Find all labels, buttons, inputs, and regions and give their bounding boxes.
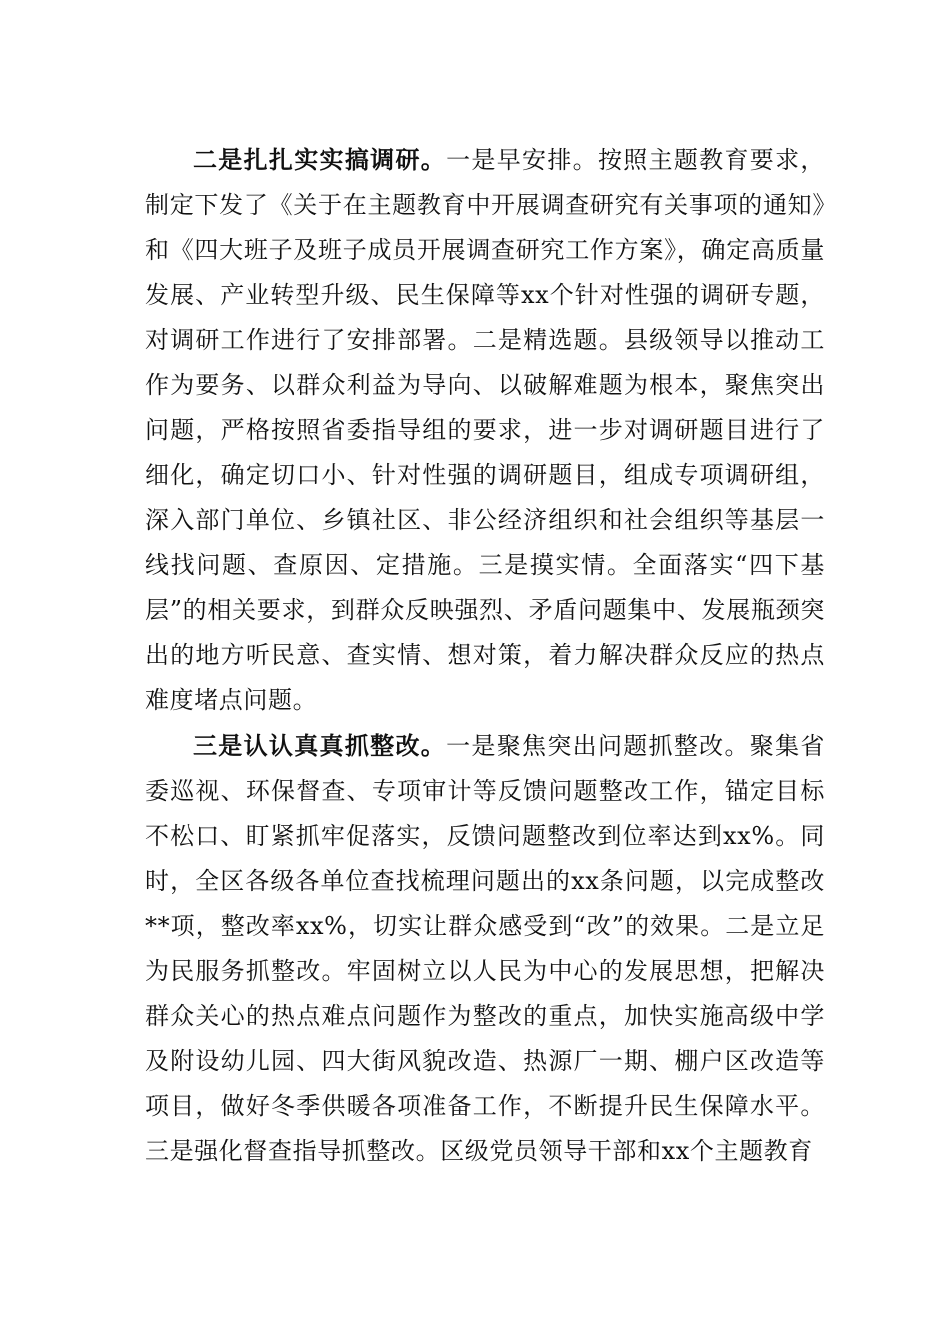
paragraph-body: 一是早安排。按照主题教育要求，制定下发了《关于在主题教育中开展调查研究有关事项的通知》和《四大班子及班子成员开展调查研究工作方案》，确定高质量发展、产业转型升级、民生保障等xx个针对性强的调研专题，对调研工作进行了安排部署。二是精选题。县级领导以推动工作为要务、以群众利益为导向、以破解难题为根本，聚焦突出问题，严格按照省委指导组的要求，进一步对调研题目进行了细化，确定切口小、针对性强的调研题目，组成专项调研组，深入部门单位、乡镇社区、非公经济组织和社会组织等基层一线找问题、查原因、定措施。三是摸实情。全面落实“四下基层”的相关要求，到群众反映强烈、矛盾问题集中、发展瓶颈突出的地方听民意、查实情、想对策，着力解决群众反应的热点难度堵点问题。 [145, 146, 826, 714]
document-page [145, 137, 825, 1174]
paragraph-rectification [145, 723, 825, 1174]
paragraph-heading: 二是扎扎实实搞调研。 [193, 145, 447, 174]
paragraph-body: 一是聚焦突出问题抓整改。聚集省委巡视、环保督查、专项审计等反馈问题整改工作，锚定目标不松口、盯紧抓牢促落实，反馈问题整改到位率达到xx%。同时，全区各级各单位查找梳理问题出的xx条问题，以完成整改**项，整改率xx%，切实让群众感受到“改”的效果。二是立足为民服务抓整改。牢固树立以人民为中心的发展思想，把解决群众关心的热点难点问题作为整改的重点，加快实施高级中学及附设幼儿园、四大街风貌改造、热源厂一期、棚户区改造等项目，做好冬季供暖各项准备工作，不断提升民生保障水平。三是强化督查指导抓整改。区级党员领导干部和xx个主题教育 [145, 732, 826, 1165]
paragraph-heading: 三是认认真真抓整改。 [193, 731, 447, 760]
paragraph-research [145, 137, 825, 723]
